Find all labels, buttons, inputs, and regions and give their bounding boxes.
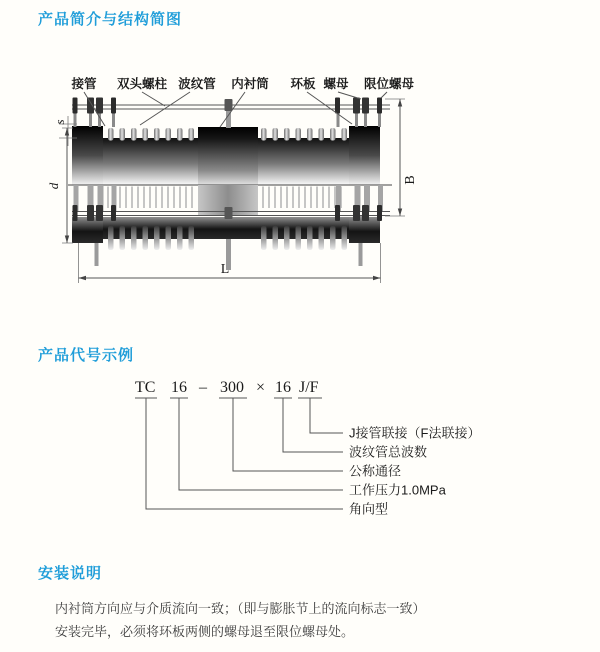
code-diameter-value: 300 (220, 379, 244, 396)
callout-labels (349, 426, 480, 517)
installation-note-line2: 安装完毕，必须将环板两侧的螺母退至限位螺母处。 (55, 624, 355, 639)
callout-working-pressure: 工作压力1.0MPa (349, 482, 446, 498)
callout-nominal-diameter: 公称通径 (349, 463, 402, 479)
installation-notes (55, 599, 515, 645)
part-labels (70, 76, 414, 91)
callout-angular-type: 角向型 (349, 501, 389, 517)
label-bellows: 波纹管 (178, 77, 216, 91)
code-dash: – (199, 379, 207, 396)
dimension-B (385, 99, 418, 216)
label-inner-liner: 内衬筒 (231, 77, 269, 91)
dim-B-label: B (403, 175, 418, 185)
section-title-install: 安装说明 (38, 565, 103, 582)
structure-diagram (35, 66, 465, 316)
label-limit-nut: 限位螺母 (363, 77, 415, 91)
code-pressure-value: 16 (171, 379, 187, 396)
lower-body-section (72, 185, 383, 270)
code-wave-count: 16 (275, 379, 291, 396)
installation-note-line1: 内衬筒方向应与介质流向一致；（即与膨胀节上的流向标志一致） (55, 601, 426, 616)
section-title-code: 产品代号示例 (38, 347, 135, 364)
code-connection-type: J/F (299, 379, 319, 396)
callout-connectors (146, 398, 343, 509)
product-code-diagram (125, 378, 595, 523)
label-ring-plate: 环板 (290, 77, 316, 91)
product-code (135, 379, 319, 396)
code-multiply-sign: × (256, 379, 266, 396)
section-title-intro: 产品简介与结构简图 (38, 11, 183, 28)
callout-wave-count: 波纹管总波数 (349, 444, 428, 460)
label-connecting-pipe: 接管 (71, 77, 97, 91)
dim-s-label: s (52, 119, 67, 125)
label-nut: 螺母 (323, 77, 349, 91)
dim-d-label: d (46, 182, 61, 190)
label-double-end-stud: 双头螺柱 (116, 77, 168, 91)
callout-connection: J接管联接（F法联接） (349, 425, 481, 441)
code-model: TC (135, 379, 156, 396)
dim-L-label: L (220, 262, 230, 277)
